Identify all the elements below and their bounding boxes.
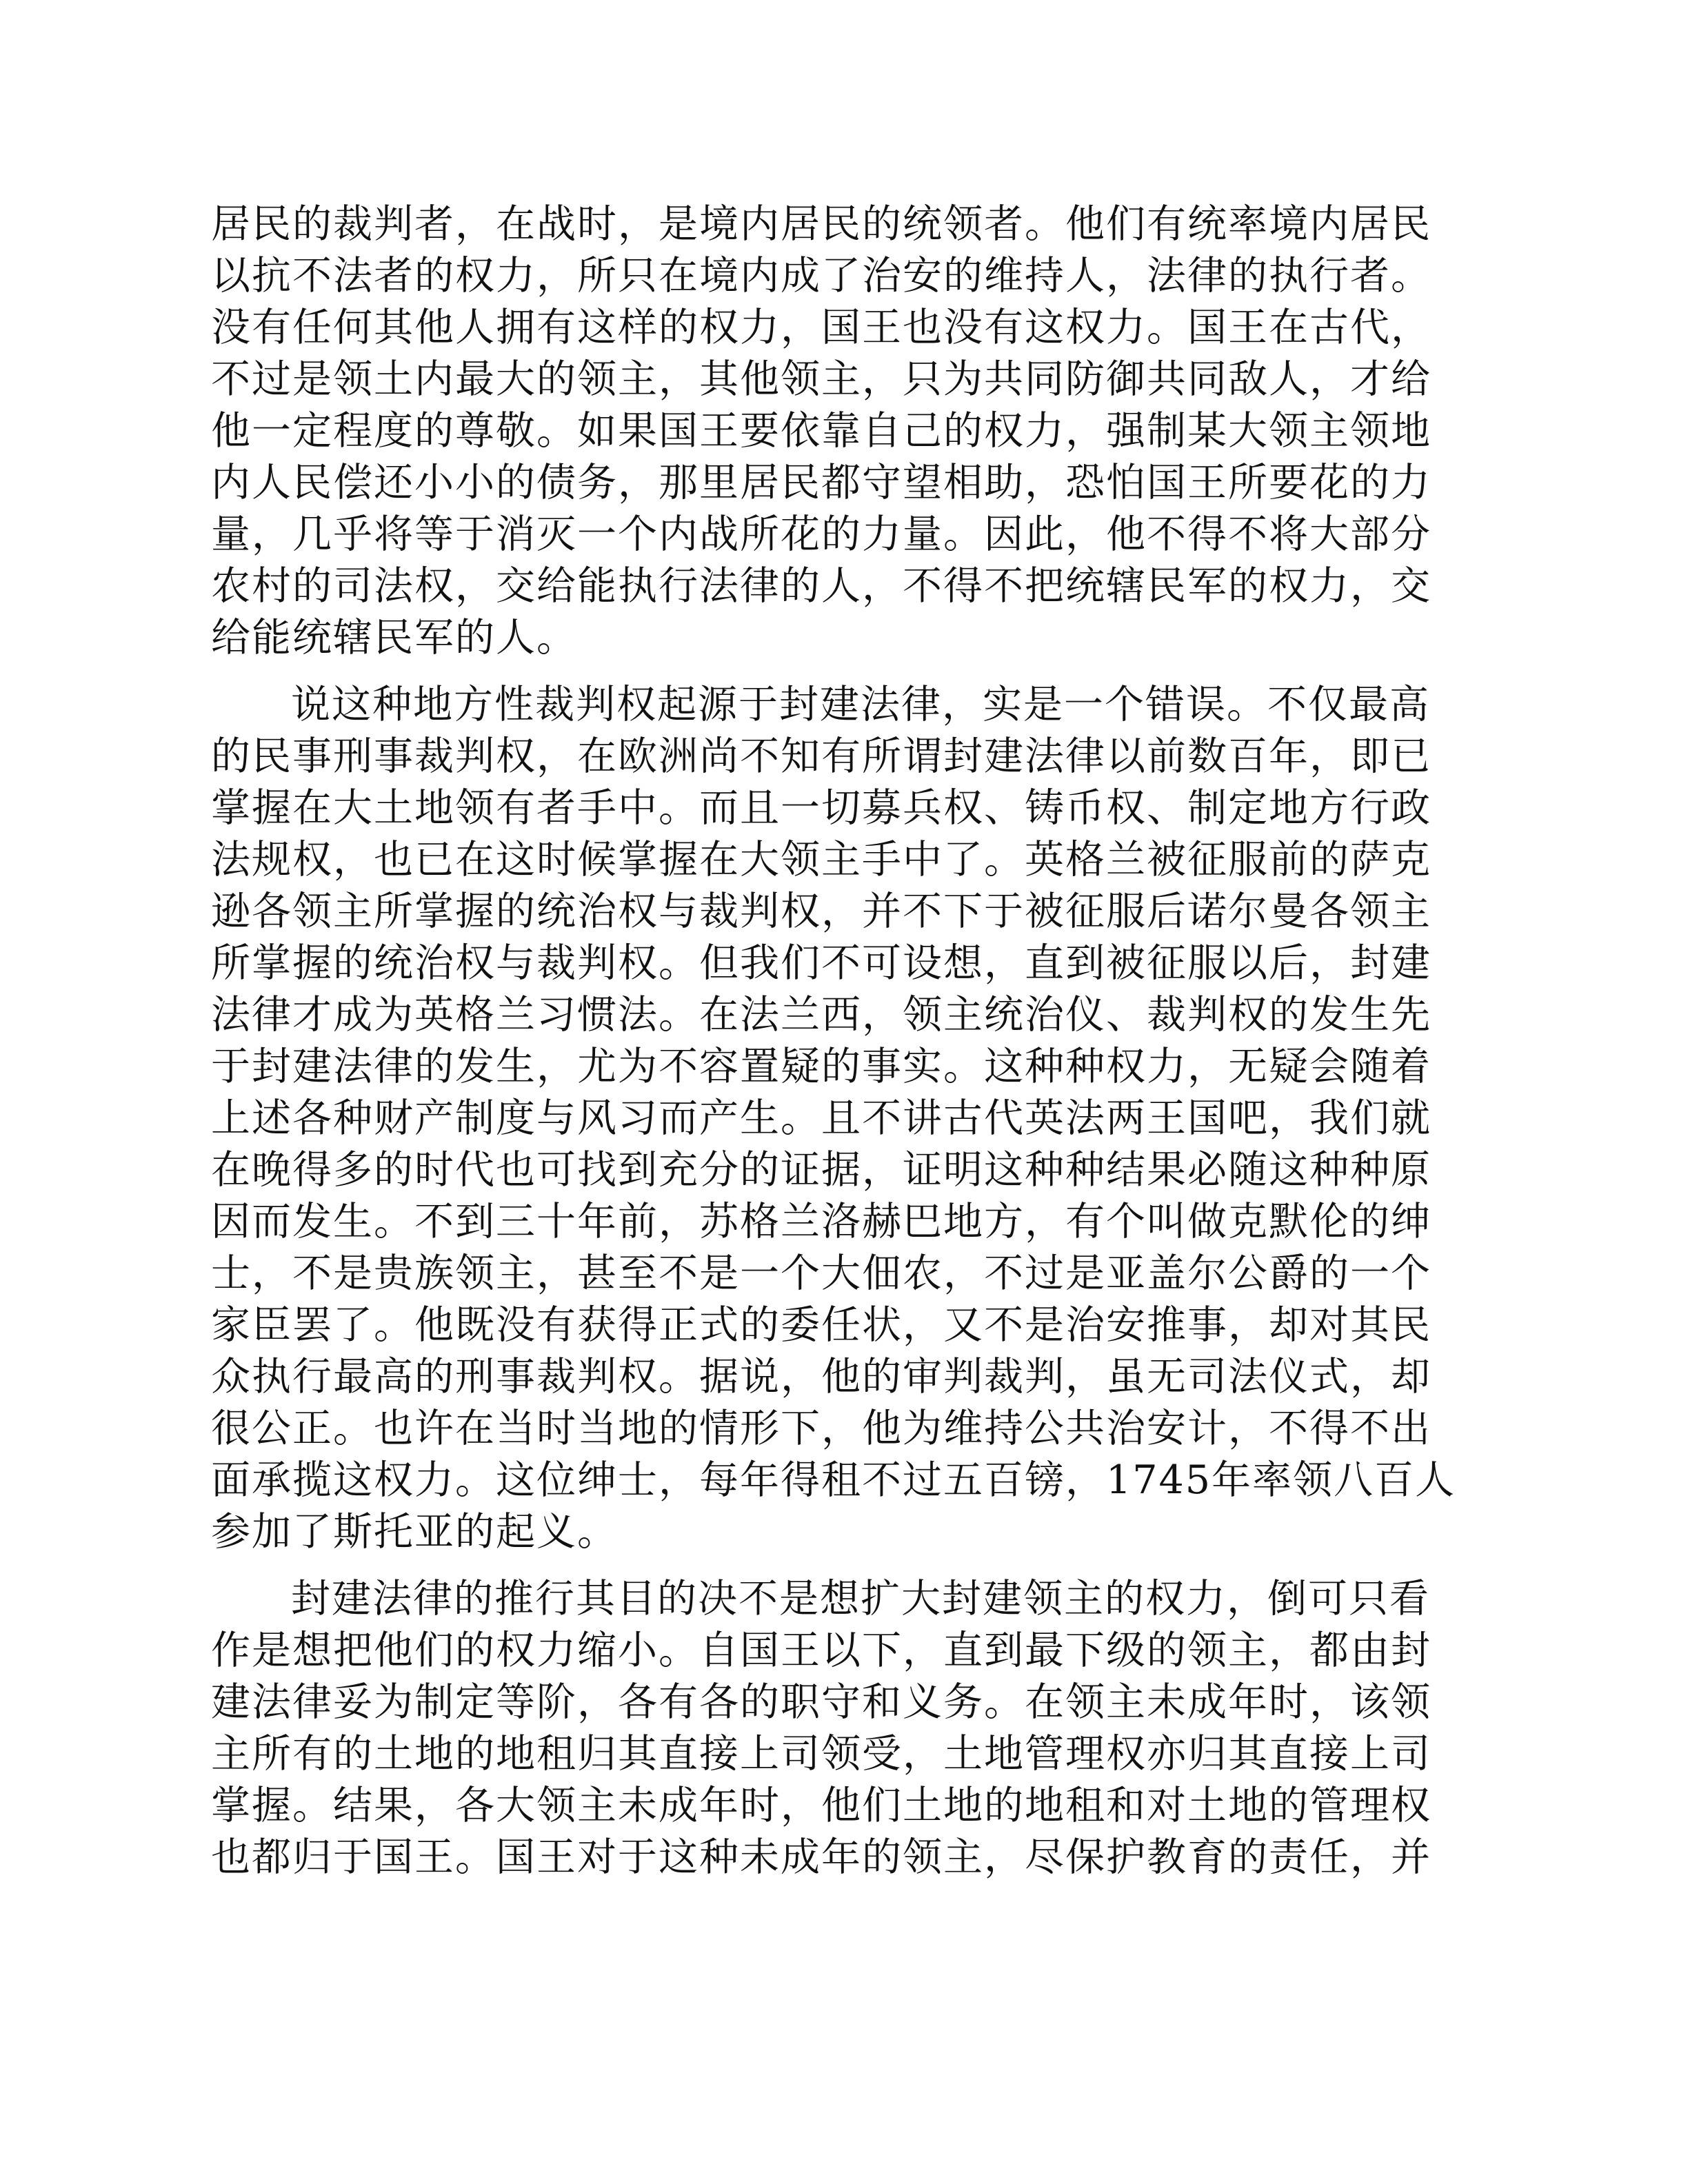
text-line: 给能统辖民军的人。: [211, 615, 577, 660]
paragraph-spacer: [211, 1558, 1463, 1573]
paragraph-spacer: [211, 664, 1463, 679]
text-line: 内人民偿还小小的债务，那里居民都守望相助，恐怕国王所要花的力: [211, 460, 1431, 505]
text-line: 农村的司法权，交给能执行法律的人，不得不把统辖民军的权力，交: [211, 563, 1431, 609]
text-line: 因而发生。不到三十年前，苏格兰洛赫巴地方，有个叫做克默伦的绅: [211, 1199, 1431, 1244]
paragraph-3: [211, 1573, 1463, 1883]
paragraph-1: [211, 199, 1463, 664]
text-line: 也都归于国王。国王对于这种未成年的领主，尽保护教育的责任，并: [211, 1834, 1431, 1880]
text-line: 上述各种财产制度与风习而产生。且不讲古代英法两王国吧，我们就: [211, 1095, 1431, 1141]
text-line: 法律才成为英格兰习惯法。在法兰西，领主统治仪、裁判权的发生先: [211, 992, 1431, 1038]
text-line: 的民事刑事裁判权，在欧洲尚不知有所谓封建法律以前数百年，即已: [211, 734, 1431, 779]
text-line: 居民的裁判者，在战时，是境内居民的统领者。他们有统率境内居民: [211, 201, 1431, 247]
text-line: 主所有的土地的地租归其直接上司领受，土地管理权亦归其直接上司: [211, 1731, 1431, 1777]
text-line: 家臣罢了。他既没有获得正式的委任状，又不是治安推事，却对其民: [211, 1302, 1431, 1348]
text-line: 逊各领主所掌握的统治权与裁判权，并不下于被征服后诺尔曼各领主: [211, 889, 1431, 934]
text-line: 士，不是贵族领主，甚至不是一个大佃农，不过是亚盖尔公爵的一个: [211, 1251, 1431, 1296]
text-line: 掌握。结果，各大领主未成年时，他们土地的地租和对土地的管理权: [211, 1783, 1431, 1828]
text-line: 量，几乎将等于消灭一个内战所花的力量。因此，他不得不将大部分: [211, 512, 1431, 557]
text-line: 参加了斯托亚的起义。: [211, 1509, 618, 1555]
text-line: 于封建法律的发生，尤为不容置疑的事实。这种种权力，无疑会随着: [211, 1044, 1431, 1089]
text-line: 封建法律的推行其目的决不是想扩大封建领主的权力，倒可只看: [291, 1576, 1430, 1621]
text-line: 法规权，也已在这时候掌握在大领主手中了。英格兰被征服前的萨克: [211, 837, 1431, 882]
text-line: 掌握在大土地领有者手中。而且一切募兵权、铸币权、制定地方行政: [211, 785, 1431, 831]
paragraph-2: [211, 679, 1463, 1558]
text-line: 没有任何其他人拥有这样的权力，国王也没有这权力。国王在古代，: [211, 305, 1431, 350]
text-line: 众执行最高的刑事裁判权。据说，他的审判裁判，虽无司法仪式，却: [211, 1354, 1431, 1399]
text-line: 建法律妥为制定等阶，各有各的职守和义务。在领主未成年时，该领: [211, 1679, 1431, 1725]
document-page: [211, 199, 1463, 1883]
text-line: 以抗不法者的权力，所只在境内成了治安的维持人，法律的执行者。: [211, 253, 1431, 299]
text-line: 不过是领土内最大的领主，其他领主，只为共同防御共同敌人，才给: [211, 356, 1431, 402]
text-line: 面承揽这权力。这位绅士，每年得租不过五百镑，1745年率领八百人: [211, 1457, 1456, 1503]
text-line: 作是想把他们的权力缩小。自国王以下，直到最下级的领主，都由封: [211, 1628, 1431, 1673]
text-line: 说这种地方性裁判权起源于封建法律，实是一个错误。不仅最高: [291, 682, 1430, 727]
text-line: 所掌握的统治权与裁判权。但我们不可设想，直到被征服以后，封建: [211, 940, 1431, 986]
text-line: 在晚得多的时代也可找到充分的证据，证明这种种结果必随这种种原: [211, 1147, 1431, 1193]
text-line: 很公正。也许在当时当地的情形下，他为维持公共治安计，不得不出: [211, 1406, 1431, 1451]
text-line: 他一定程度的尊敬。如果国王要依靠自己的权力，强制某大领主领地: [211, 408, 1431, 454]
